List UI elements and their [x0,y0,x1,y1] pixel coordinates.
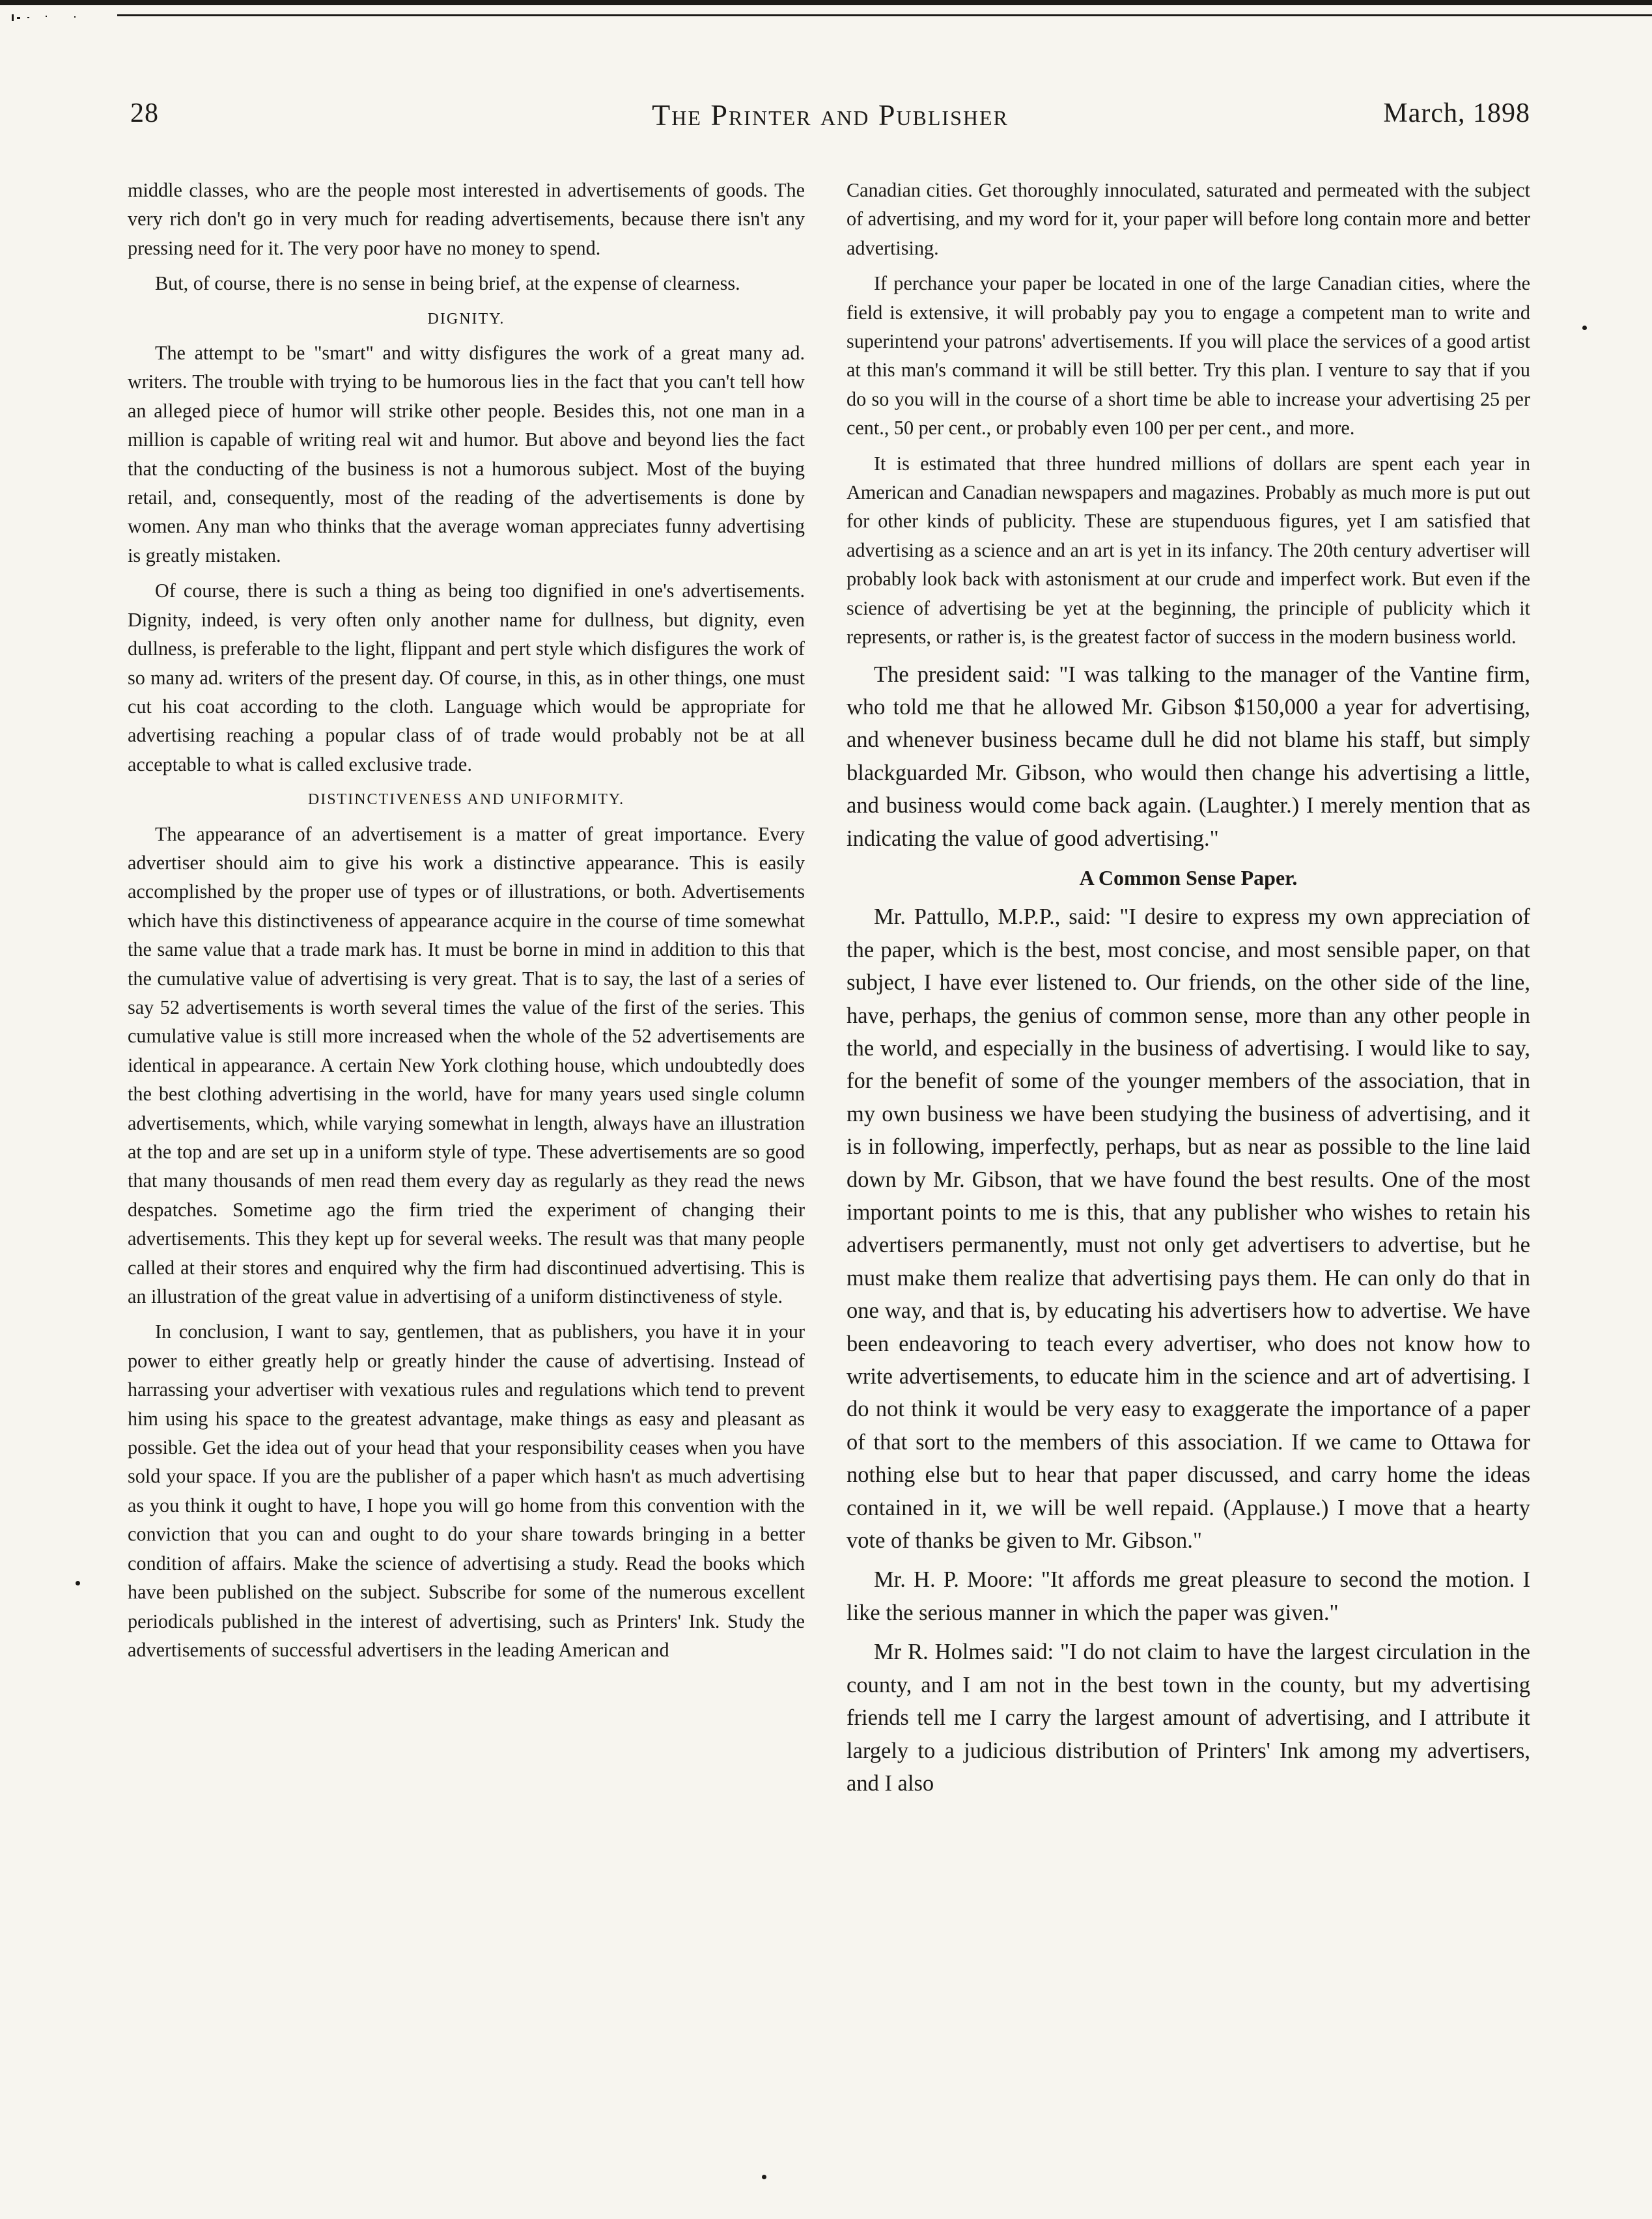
paragraph: If perchance your paper be located in one of the large Canadian cities, where the field is extensive, it will probably pay you to engage a competent man to write and superintend your patrons' advertisements. If you will place the services of a good artist at this man's command it will be still better. Try this plan. I venture to say that if you do so you will in the course of a short time be able to increase your advertising 25 per cent., 50 per cent., or probably even 100 per per cent., and more. [847,272,1530,440]
paragraph: Canadian cities. Get thoroughly innoculated, saturated and permeated with the subject of advertising, and my word for it, your paper will before long contain more and better advertising. [847,179,1530,259]
issue-date: March, 1898 [1383,98,1530,128]
page-number: 28 [130,98,159,128]
top-border-rule-thin [117,14,1652,16]
paragraph: Of course, there is such a thing as being too dignified in one's advertisements. Dignity, indeed, is very often only another name for dullness, but dignity, even dullness, is preferable to the light, flippant and pert style which disfigures the work of so many ad. writers of the present day. Of course, in this, as in other things, one must cut his coat according to the cloth. Language which would be appropriate for advertising reaching a popular class of of trade would probably not be at all acceptable to what is called exclusive trade. [128,579,805,775]
paragraph: In conclusion, I want to say, gentlemen, that as publishers, you have it in your power to either greatly help or greatly hinder the cause of advertising. Instead of harrassing your advertiser with vexatious rules and regulations which tend to prevent him using his space to the greatest advantage, make things as easy and pleasant as possible. Get the idea out of your head that your responsibility ceases when you have sold your space. If you are the publisher of a paper which hasn't as much advertising as you think it ought to have, I hope you will go home from this convention with the conviction that you can and ought to do your share towards bringing in a better condition of affairs. Make the science of advertising a study. Read the books which have been published on the subject. Subscribe for some of the numerous excellent periodicals published in the interest of advertising, such as Printers' Ink. Study the advertisements of successful advertisers in the leading American and [128,1320,805,1661]
running-header [130,98,1530,137]
paragraph: Mr R. Holmes said: "I do not claim to have the largest circulation in the county, and I am not in the best town in the county, but my advertising friends tell me I carry the largest amount of advertising, and I attribute it largely to a judicious distribution of Printers' Ink among my advertisers, and I also [847,1640,1530,1796]
print-speck [762,2175,766,2179]
paragraph: The attempt to be "smart" and witty disfigures the work of a great many ad. writers. The trouble with trying to be humorous lies in the fact that you can't tell how an alleged piece of humor will strike other people. Besides this, not one man in a million is capable of writing real wit and humor. But above and beyond lies the fact that the conducting of the business is not a humorous subject. Most of the buying retail, and, consequently, most of the reading of the advertisements is done by women. Any man who thinks that the average woman appreciates funny advertising is greatly mistaken. [128,342,805,566]
top-border-rule [0,0,1652,5]
paragraph: middle classes, who are the people most interested in advertisements of goods. The very rich don't go in very much for reading advertisements, because there isn't any pressing need for it. The very poor have no money to spend. [128,179,805,259]
publication-title: The Printer and Publisher [652,98,1009,132]
print-speck [76,1581,80,1585]
paragraph: Mr. Pattullo, M.P.P., said: "I desire to express my own appreciation of the paper, which is the best, most concise, and most sensible paper, on that subject, I have ever listened to. Our friends, on the other side of the line, have, perhaps, the genius of common sense, more than any other people in the world, and especially in the business of advertising. I would like to say, for the benefit of some of the younger members of the association, that in my own business we have been studying the business of advertising, and it is in following, imperfectly, perhaps, but as near as possible to the line laid down by Mr. Gibson, that we have found the best results. One of the most important points to me is this, that any publisher who wishes to retain his advertisers permanently, must not only get advertisers to advertise, but he must make them realize that advertising pays them. He can only do that in one way, and that is, by educating his advertisers how to advertise. We have been endeavoring to teach every advertiser, who does not know how to write advertisements, to educate him in the science and art of advertising. I do not think it would be very easy to exaggerate the importance of a paper of that sort to the members of this association. If we came to Ottawa for nothing else but to hear that paper discussed, and carry home the ideas contained in it, we will be well repaid. (Applause.) I move that a hearty vote of thanks be given to Mr. Gibson." [847,904,1530,1554]
right-column [847,176,1530,2162]
section-heading: A Common Sense Paper. [1079,865,1298,889]
paragraph: Mr. H. P. Moore: "It affords me great pleasure to second the motion. I like the serious manner in which the paper was given." [847,1567,1530,1625]
paragraph: But, of course, there is no sense in being brief, at the expense of clearness. [155,272,740,295]
section-subheading: DIGNITY. [427,310,505,328]
left-column [128,176,805,2162]
paragraph: It is estimated that three hundred millions of dollars are spent each year in American and Canadian newspapers and magazines. Probably as much more is put out for other kinds of publicity. These are stupenduous figures, yet I am satisfied that advertising as a science and an art is yet in its infancy. The 20th century advertiser will probably look back with astonisment at our crude and imperfect work. But even if the science of advertising be yet at the beginning, the principle of publicity which it represents, or rather is, is the greatest factor of success in the modern business world. [847,452,1530,649]
paragraph: The appearance of an advertisement is a matter of great importance. Every advertiser should aim to give his work a distinctive appearance. This is easily accomplished by the proper use of types or of illustrations, or both. Advertisements which have this distinctiveness of appearance acquire in the course of time somewhat the same value that a trade mark has. It must be borne in mind in addition to this that the cumulative value of advertising is very great. That is to say, the last of a series of say 52 advertisements is worth several times the value of the first of the series. This cumulative value is still more increased when the whole of the 52 advertisements are identical in appearance. A certain New York clothing house, which undoubtedly does the best clothing advertising in the world, have for many years used single column advertisements, which, while varying somewhat in length, always have an illustration at the top and are set up in a uniform style of type. These advertisements are so good that many thousands of men read them every day as regularly as they read the news despatches. Sometime ago the firm tried the experiment of changing their advertisements. This they kept up for several weeks. The result was that many people called at their stores and enquired why the firm had discontinued advertising. This is an illustration of the great value in advertising of a uniform distinctiveness of style. [128,822,805,1308]
section-subheading: DISTINCTIVENESS AND UNIFORMITY. [307,791,625,809]
print-speck [1582,326,1587,330]
paragraph: The president said: "I was talking to the manager of the Vantine firm, who told me that he allowed Mr. Gibson $150,000 a year for advertising, and whenever business became dull he did not blame his staff, but simply blackguarded Mr. Gibson, who would then change his advertising a little, and business would come back again. (Laughter.) I merely mention that as indicating the value of good advertising." [847,662,1530,851]
margin-specks [12,12,109,22]
